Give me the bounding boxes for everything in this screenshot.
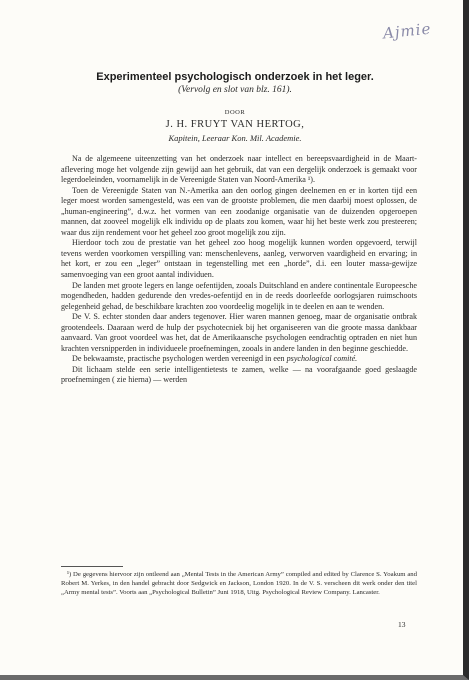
page-number: 13 xyxy=(398,620,406,629)
article-body xyxy=(61,154,417,386)
author-name: J. H. FRUYT VAN HERTOG, xyxy=(165,119,305,130)
paragraph: De landen met groote legers en lange oefentijden, zooals Duitschland en andere continentale Europeesche mogendheden, hadden gedurende den vredes-oefentijd en in de reeds doorleefde oorlogsjaren ruimschoots gelegenheid gehad, de beschikbare krachten zoo voordeelig mogelijk in te deelen en aan te wenden. xyxy=(61,280,417,311)
article-title: Experimenteel psychologisch onderzoek in het leger. xyxy=(96,71,374,83)
handwritten-note: Ajmie xyxy=(381,19,432,43)
article-subtitle: (Vervolg en slot van blz. 161). xyxy=(178,85,292,95)
paragraph: De V. S. echter stonden daar anders tegenover. Hier waren mannen genoeg, maar de organisatie ontbrak grootendeels. Daaraan werd de hulp der psychotecniek bij het organiseeren van die groote massa dankbaar aanvaard. Van groot voordeel was het, dat de Amerikaansche psychologen eendrachtig optraden en niet hun krachten versnipperden in individueele proefnemingen, zooals in andere landen in den beginne geschiedde. xyxy=(61,312,417,353)
footnote-divider xyxy=(61,566,123,567)
byline-door: DOOR xyxy=(224,109,246,116)
footnote xyxy=(61,571,417,598)
italic-term: psychological comité. xyxy=(286,354,358,364)
author-rank: Kapitein, Leeraar Kon. Mil. Academie. xyxy=(168,133,302,143)
paragraph: Na de algemeene uiteenzetting van het onderzoek naar intellect en bereepsvaardigheid in de Maart-aflevering moge het volgende zijn gewijd aan het gebruik, dat van een dergelijk onderzoek is gemaakt voor legerdoeleinden, voornamelijk in de Vereenigde Staten van Noord-Amerika ¹). xyxy=(61,154,417,185)
paragraph: Hierdoor toch zou de prestatie van het geheel zoo hoog mogelijk kunnen worden opgevoerd, terwijl tevens werden voorkomen verspilling van: menschenlevens, aanleg, verworven vaardigheid en ervaring; in het kort, er zou een „leger” ontstaan in tegenstelling met een „horde”, d.i. een louter massa-gewijze samenvoeging van een groot aantal individuen. xyxy=(61,238,417,280)
footnote-text: ¹) De gegevens hiervoor zijn ontleend aan „Mental Tests in the American Army” compiled and edited by Clarence S. Yoakum and Robert M. Yerkes, in den handel gebracht door Sedgwick en Jackson, London 1920. In de V. S. verscheen dit werk onder den titel „Army mental tests”. Voorts aan „Psychological Bulletin” Juni 1918, Uitg. Psychological Review Company. Lancaster. xyxy=(61,571,417,596)
paragraph: Toen de Vereenigde Staten van N.-Amerika aan den oorlog gingen deelnemen en er in korten tijd een leger moest worden samengesteld, was een van de grootste problemen, die men daarbij moest oplossen, de „human-engineering”, d.w.z. het vormen van een zoodanige organisatie van de duizenden opgeroepen mannen, dat zooveel mogelijk elk individu op de plaats zou komen, waar hij het beste werk zou presteeren; waar dus zijn rendement voor het geheel zoo groot mogelijk zou zijn. xyxy=(61,185,417,237)
paragraph-with-italic: De bekwaamste, practische psychologen werden vereenigd in een psychological comité. xyxy=(72,354,358,364)
paragraph: Dit lichaam stelde een serie intelligentietests te zamen, welke — na voorafgaande goed geslaagde proefnemingen ( zie hierna) — werden xyxy=(61,364,417,385)
